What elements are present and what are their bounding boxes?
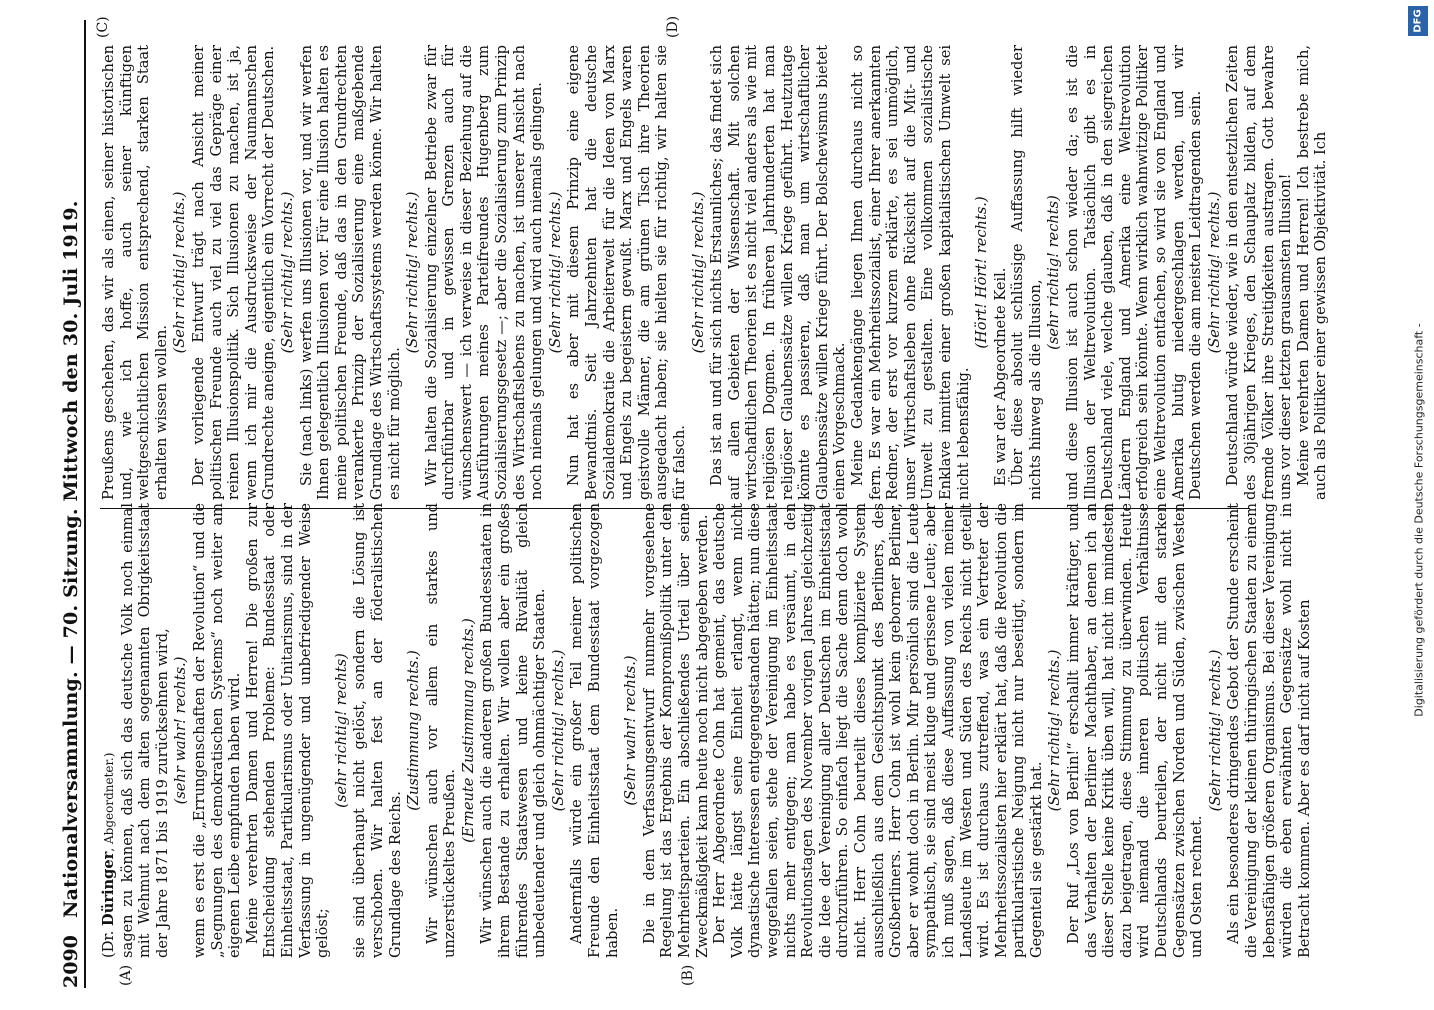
- paragraph: Wir wünschen auch die anderen großen Bundesstaaten in ihrem Bestande zu erhalten. Wir wollen aber ein großes führendes Staatswesen und keine Rivalität gleich unbedeutender und gleich ohnmächtiger Staaten.: [478, 503, 549, 958]
- margin-marker-d: (D): [665, 15, 681, 38]
- paragraph: Über diese absolut schlüssige Auffassung hilft wieder nichts hinweg als die Illusion,: [1009, 45, 1044, 500]
- paragraph: Meine verehrten Damen und Herren! Die großen zur Entscheidung stehenden Probleme: Bundesstaat oder Einheitsstaat, Partikularismus oder Unitarismus, sind in der Verfassung in ungenügender und unbefriedigender Weise gelöst;: [243, 503, 332, 958]
- reaction: (Sehr richtig! rechts.): [171, 191, 189, 354]
- margin-marker-a: (A): [118, 964, 134, 986]
- reaction: (sehr richtig! rechts): [1045, 195, 1063, 350]
- reaction: (Erneute Zustimmung rechts.): [459, 618, 477, 843]
- paragraph: Preußens geschehen, das wir als einen, seiner historischen und, wie ich hoffe, auch seiner künftigen weltgeschichtlichen Mission entsprechend, starken Staat erhalten wissen wollen.: [100, 45, 170, 500]
- reaction: (Hört! Hört! rechts.): [973, 196, 991, 349]
- paragraph: sagen zu können, daß sich das deutsche Volk noch einmal mit Wehmut nach dem alten sogenannten Obrigkeitsstaat der Jahre 1871 bis 1919 zurücksehnen wird,: [118, 503, 171, 958]
- paragraph: wenn es erst die „Errungenschaften der Revolution“ und die „Segnungen des demokratischen Systems“ noch weiter am eigenen Leibe empfunden haben wird.: [190, 503, 244, 958]
- reaction: (Sehr richtig! rechts.): [546, 191, 564, 354]
- credit-text: Digitalisierung gefördert durch die Deutsche Forschungsgemeinschaft -: [1412, 323, 1426, 717]
- paragraph: Der Herr Abgeordnete Cohn hat gemeint, das deutsche Volk hätte längst seine Einheit erlangt, wenn nicht dynastische Interessen entgegengestanden hätten; nun diese weggefallen seien, stehe der Vereinigung im Einheitsstaat nichts mehr entgegen; man habe es versäumt, in den Revolutionstagen des November vorigen Jahres gleichzeitig die Idee der Vereinigung aller Deutschen im Einheitsstaat durchzuführen. So einfach liegt die Sache denn doch wohl nicht. Herr Cohn beurteilt dieses komplizierte System ausschließlich aus dem Gesichtspunkt des Berliners, des Großberliners. Herr Cohn ist wohl kein geborner Berliner, aber er wohnt doch in Berlin. Mir persönlich sind die Leute sympathisch, sie sind meist kluge und gerissene Leute; aber ich muß sagen, daß diese Auffassung von vielen meiner Landsleute im Westen und Süden des Reichs nicht geteilt wird. Es ist durchaus zutreffend, was ein Vertreter der Mehrheitssozialisten hier erklärt hat, daß die Revolution die partikularistische Neigung nicht nur beseitigt, sondern im Gegenteil sie gestärkt hat.: [711, 503, 1045, 958]
- paragraph: Der vorliegende Entwurf trägt nach Ansicht meiner politischen Freunde auch viel zu viel das Gepräge einer reinen Illusionspolitik. Sich Illusionen zu machen, ist ja, wenn ich mir die Ausdrucksweise der Naumannschen Grundrechte aneigne, eigentlich ein Vorrecht der Deutschen.: [189, 45, 278, 500]
- running-head: Nationalversammlung. — 70. Sitzung. Mittwoch den 30. Juli 1919.: [60, 200, 82, 918]
- reaction: (Sehr richtig! rechts.): [689, 191, 707, 354]
- paragraph: Deutschland würde wieder, wie in den entsetzlichen Zeiten des 30jährigen Krieges, den Schauplatz bilden, auf dem fremde Völker ihre Streitigkeiten austragen. Gott bewahre uns vor dieser letzten grausamsten Illusion!: [1224, 45, 1295, 500]
- reaction: (Sehr richtig! rechts.): [1206, 649, 1224, 812]
- reaction: (Sehr richtig! rechts.): [278, 191, 296, 354]
- paragraph: Als ein besonderes dringendes Gebot der Stunde erscheint die Vereinigung der kleinen thüringischen Staaten zu einem lebensfähigen größeren Organismus. Bei dieser Vereinigung würden die eben erwähnten Gegensätze wohl nicht in Betracht kommen. Aber es darf nicht auf Kosten: [1225, 503, 1313, 958]
- speaker-suffix: , Abgeordneter.): [102, 752, 116, 852]
- digitization-credit: [1408, 0, 1430, 1000]
- reaction: (Sehr richtig! rechts.): [549, 649, 567, 812]
- header-rule: [84, 20, 86, 988]
- paragraph: sie sind überhaupt nicht gelöst, sondern die Lösung ist verschoben. Wir halten fest an der föderalistischen Grundlage des Reichs.: [351, 503, 404, 958]
- paragraph: Andernfalls würde ein großer Teil meiner politischen Freunde den Einheitsstaat dem Bundesstaat vorgezogen haben.: [568, 503, 621, 958]
- paragraph: Die in dem Verfassungsentwurf nunmehr vorgesehene Regelung ist das Ergebnis der Kompromißpolitik unter den Mehrheitsparteien. Ein abschließendes Urteil über seine Zweckmäßigkeit kann heute noch nicht abgegeben werden.: [640, 503, 711, 958]
- paragraph: Das ist an und für sich nichts Erstaunliches; das findet sich auf allen Gebieten der Wissenschaft. Mit solchen wirtschaftlichen Theorien ist es nicht viel anders als wie mit religiösen Dogmen. In früheren Jahrhunderten hat man religiöser Glaubenssätze willen Kriege geführt. Heutzutage könnte es passieren, daß man um wirtschaftlicher Glaubenssätze willen Kriege führt. Der Bolschewismus bietet einen Vorgeschmack.: [708, 45, 849, 500]
- reaction: (sehr wahr! rechts.): [172, 656, 190, 805]
- paragraph: Sie (nach links) werfen uns Illusionen vor, und wir werfen Ihnen gelegentlich Illusionen vor. Für eine Illusion halten es meine politischen Freunde, daß das in den Grundrechten verankerte Prinzip der Sozialisierung eine maßgebende Grundlage des Wirtschaftssystems werden könne. Wir halten es nicht für möglich.: [297, 45, 403, 500]
- reaction: (Sehr richtig! rechts.): [1046, 649, 1064, 812]
- paragraph: Wir halten die Sozialisierung einzelner Betriebe zwar für durchführbar und in gewissen Grenzen auch für wünschenswert — ich verweise in dieser Beziehung auf die Ausführungen meines Parteifreundes Hugenberg zum Sozialisierungsgesetz —; aber die Sozialisierung zum Prinzip des Wirtschaftslebens zu machen, ist unserer Ansicht nach noch niemals gelungen und wird auch niemals gelingen.: [422, 45, 546, 500]
- page-number: 2090: [60, 935, 82, 988]
- reaction: (sehr richtig! rechts): [332, 653, 350, 808]
- left-column: [100, 503, 1313, 958]
- paragraph: Es war der Abgeordnete Keil.: [991, 267, 1009, 486]
- paragraph: Der Ruf „Los von Berlin!“ erschallt immer kräftiger, und das Verhalten der Berliner Machthaber, an denen ich an dieser Stelle keine Kritik üben will, hat nicht im mindesten dazu beigetragen, diese Stimmung zu überwinden. Heute wird niemand die inneren politischen Verhältnisse Deutschlands beurteilen, der nicht mit den starken Gegensätzen zwischen Norden und Süden, zwischen Westen und Osten rechnet.: [1065, 503, 1206, 958]
- speaker-name: Düringer: [100, 851, 117, 926]
- right-column: [100, 45, 1330, 500]
- paragraph: Meine Gedankengänge liegen Ihnen durchaus nicht so fern. Es war ein Mehrheitssozialist, einer Ihrer anerkannten Redner, der erst vor kurzem erklärte, es sei unmöglich, unser Wirtschaftsleben ohne Rücksicht auf die Mit- und Umwelt zu gestalten. Eine vollkommen sozialistische Enklave inmitten einer großen kapitalistischen Umwelt sei nicht lebensfähig.: [848, 45, 972, 500]
- speaker-prefix: (Dr.: [100, 925, 117, 958]
- paragraph: Wir wünschen auch vor allem ein starkes und unzerstückeltes Preußen.: [423, 503, 459, 958]
- dfg-logo-text: DFG: [1412, 9, 1424, 33]
- margin-marker-c: (C): [95, 16, 111, 38]
- page-header: [52, 20, 86, 988]
- reaction: (Zustimmung rechts.): [405, 650, 423, 811]
- reaction: (Sehr wahr! rechts.): [622, 655, 640, 806]
- paragraph: Nun hat es aber mit diesem Prinzip eine eigene Bewandtnis. Seit Jahrzehnten hat die deutsche Sozialdemokratie die Arbeiterwelt für die Ideen von Marx und Engels zu begeistern gewußt. Marx und Engels waren geistvolle Männer, die am grünen Tisch ihre Theorien ausgedacht haben; sie hielten sie für richtig, wir halten sie für falsch.: [565, 45, 688, 500]
- paragraph: Meine verehrten Damen und Herren! Ich bestrebe mich, auch als Politiker einer gewissen Objektivität. Ich: [1294, 45, 1330, 500]
- speaker-line: [100, 503, 119, 958]
- reaction: (Sehr richtig! rechts.): [404, 191, 422, 354]
- paragraph: und diese Illusion ist auch schon wieder da; es ist die Illusion der Weltrevolution. Tatsächlich gibt es in Deutschland viele, welche glauben, daß in den siegreichen Ländern England und Amerika eine Weltrevolution erfolgreich sein könnte. Wenn wirklich wahnwitzige Politiker eine Weltrevolution entfachen, so wird sie von England und Amerika blutig niedergeschlagen werden, und wir Deutschen werden die am meisten Leidtragenden sein.: [1064, 45, 1205, 500]
- reaction: (Sehr richtig! rechts.): [1205, 191, 1223, 354]
- margin-marker-b: (B): [680, 964, 696, 986]
